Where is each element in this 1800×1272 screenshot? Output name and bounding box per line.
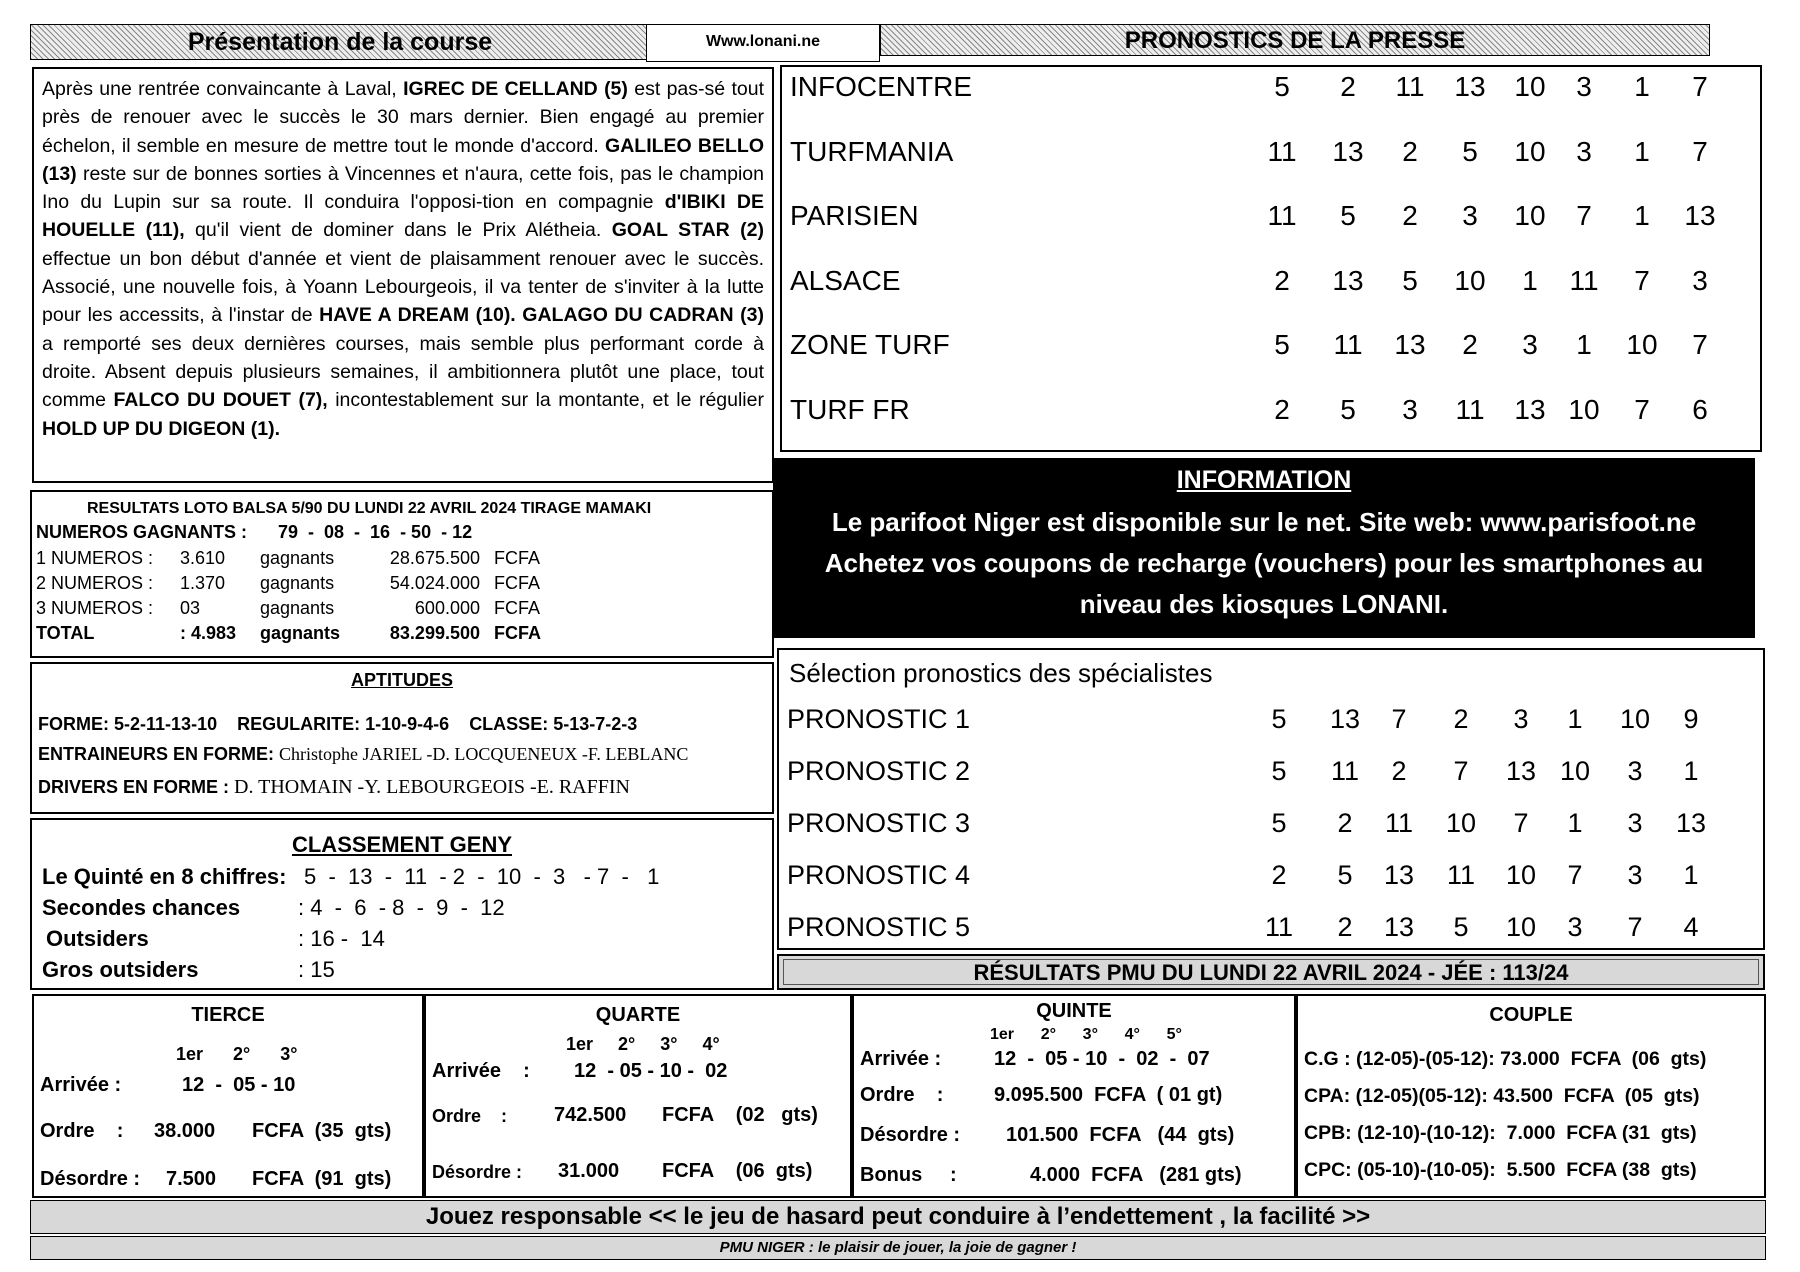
- press-number: 1: [1634, 71, 1650, 102]
- specialist-number: 11: [1264, 912, 1294, 942]
- specialist-number: 7: [1453, 756, 1469, 786]
- loto-cell-a: 600.000: [414, 598, 480, 618]
- aptitudes-title: APTITUDES: [350, 670, 453, 690]
- press-number: 13: [1332, 264, 1364, 296]
- specialist-number: 5: [1271, 808, 1287, 838]
- specialist-number: 3: [1567, 912, 1583, 942]
- press-number: 7: [1692, 329, 1708, 360]
- quinte-arrivee-label: Arrivée :: [860, 1048, 942, 1070]
- press-number: 5: [1462, 135, 1478, 167]
- information-line-2: Achetez vos coupons de recharge (vouchers) pour les smartphones au: [824, 548, 1704, 578]
- text-run: incontestablement sur la montante, et le régulier: [327, 389, 764, 412]
- quinte-ordre-label: Ordre :: [860, 1084, 944, 1106]
- horse-name: FALCO DU DOUET (7),: [113, 389, 328, 412]
- tierce-ordre-unit: FCFA (35 gts): [252, 1120, 392, 1142]
- press-number: 3: [1692, 264, 1708, 296]
- loto-cell-l: 1 NUMEROS :: [36, 548, 154, 568]
- press-number: 1: [1576, 329, 1592, 360]
- specialist-number: 13: [1383, 860, 1415, 890]
- geny-title: CLASSEMENT GENY: [291, 832, 513, 857]
- loto-cell-a: 54.024.000: [389, 573, 480, 593]
- specialist-number: 3: [1627, 860, 1643, 890]
- couple-row: C.G : (12-05)-(05-12): 73.000 FCFA (06 gts): [1304, 1048, 1707, 1070]
- text-run: est pas-: [627, 78, 705, 100]
- loto-cell-a: 28.675.500: [389, 548, 480, 568]
- loto-title: RESULTATS LOTO BALSA 5/90 DU LUNDI 22 AVRIL 2024 TIRAGE MAMAKI: [87, 500, 652, 517]
- presentation-box: [32, 67, 774, 483]
- tierce-ordre: 38.000: [154, 1120, 216, 1142]
- press-number: 13: [1684, 200, 1716, 231]
- specialist-name: PRONOSTIC 3: [787, 808, 971, 838]
- press-number: 5: [1340, 393, 1356, 425]
- press-number: 3: [1522, 329, 1538, 360]
- loto-cell-g: gagnants: [260, 573, 335, 593]
- press-number: 3: [1576, 135, 1592, 167]
- site-label[interactable]: Www.lonani.ne: [646, 24, 880, 62]
- horse-name: HOLD UP DU DIGEON (1).: [42, 417, 280, 440]
- specialist-number: 2: [1337, 808, 1353, 838]
- text-run: a remporté ses deux dernières courses, mais semble plus performant corde à droite. Absent depuis plusieurs semaines, il ambitionnera plutôt une place, tout comme: [42, 332, 764, 412]
- press-number: 2: [1402, 135, 1418, 167]
- press-header: PRONOSTICS DE LA PRESSE: [880, 24, 1710, 56]
- press-number: 10: [1454, 264, 1486, 296]
- press-number: 13: [1332, 135, 1364, 167]
- quarte-ordre-label: Ordre :: [432, 1106, 508, 1126]
- loto-cell-g: gagnants: [260, 598, 335, 618]
- tierce-desordre: 7.500: [166, 1168, 217, 1190]
- specialist-number: 5: [1337, 860, 1353, 890]
- specialist-row: [779, 860, 1763, 890]
- press-name: TURFMANIA: [790, 135, 954, 167]
- loto-cell-l: 3 NUMEROS :: [36, 598, 154, 618]
- specialist-number: 5: [1271, 756, 1287, 786]
- specialist-number: 1: [1567, 808, 1583, 838]
- quinte-places: 1er 2° 3° 4° 5°: [990, 1026, 1182, 1043]
- specialist-row: [779, 808, 1763, 838]
- press-row: [782, 394, 1760, 424]
- press-name: ALSACE: [790, 264, 901, 296]
- loto-cell-a: 83.299.500: [389, 623, 480, 643]
- quinte-box: [852, 994, 1296, 1198]
- specialist-number: 3: [1627, 756, 1643, 786]
- specialist-number: 7: [1627, 912, 1643, 942]
- press-number: 10: [1626, 329, 1658, 360]
- specialist-number: 13: [1675, 808, 1707, 838]
- specialist-number: 1: [1683, 756, 1699, 786]
- press-row: [782, 329, 1760, 359]
- geny-box: [30, 818, 774, 990]
- couple-box: [1296, 994, 1766, 1198]
- press-name: ZONE TURF: [790, 329, 950, 360]
- loto-cell-u: FCFA: [494, 548, 541, 568]
- horse-name: GALAGO DU CADRAN (3): [522, 304, 765, 327]
- press-number: 2: [1402, 200, 1418, 231]
- text-run: reste sur de bonnes sorties à Vincennes et n'aura, cette fois, pas le champion Ino du Lupin sur sa route. Il conduira l'opposi-tion en compagnie: [42, 162, 764, 214]
- quinte-bonus: 4.000 FCFA (281 gts): [1030, 1164, 1242, 1186]
- press-number: 3: [1462, 200, 1478, 231]
- loto-cell-l: TOTAL: [36, 623, 95, 643]
- quinte-arrivee: 12 - 05 - 10 - 02 - 07: [994, 1048, 1210, 1070]
- specialist-row: [779, 756, 1763, 786]
- press-row: [782, 200, 1760, 230]
- text-run: effectue un bon début d'année et vient de plaisamment renouer avec le succès. Associé, une nouvelle fois, à Yoann Lebourgeois, il va tenter de s'inviter à la lutte pour les accessits, à l'instar de: [42, 247, 764, 327]
- press-number: 13: [1514, 393, 1546, 425]
- tierce-ordre-label: Ordre :: [40, 1120, 124, 1142]
- specialist-number: 11: [1446, 860, 1476, 890]
- press-number: 5: [1274, 329, 1290, 360]
- geny-label: Outsiders: [46, 926, 149, 951]
- loto-cell-c: 3.610: [180, 548, 226, 568]
- couple-row: CPB: (12-10)-(10-12): 7.000 FCFA (31 gts): [1304, 1122, 1697, 1144]
- press-number: 11: [1395, 71, 1425, 102]
- specialist-number: 7: [1391, 704, 1407, 734]
- loto-cell-u: FCFA: [494, 623, 541, 643]
- specialist-name: PRONOSTIC 5: [787, 912, 971, 942]
- loto-cell-l: 2 NUMEROS :: [36, 573, 154, 593]
- tierce-box: [32, 994, 424, 1198]
- loto-cell-c: 03: [180, 598, 201, 618]
- quarte-ordre-unit: FCFA (02 gts): [662, 1104, 818, 1126]
- loto-cell-u: FCFA: [494, 598, 541, 618]
- quarte-box: [424, 994, 852, 1198]
- press-number: 3: [1576, 71, 1592, 102]
- quinte-bonus-label: Bonus :: [860, 1164, 957, 1186]
- quinte-title: QUINTE: [1036, 1000, 1112, 1022]
- quarte-desordre-label: Désordre :: [432, 1162, 523, 1182]
- loto-winning-label: NUMEROS GAGNANTS :: [36, 522, 247, 542]
- press-number: 5: [1402, 264, 1418, 296]
- press-number: 1: [1522, 264, 1538, 296]
- information-box: [773, 458, 1755, 638]
- specialist-number: 5: [1271, 704, 1287, 734]
- loto-cell-c: : 4.983: [180, 623, 237, 643]
- loto-cell-g: gagnants: [260, 623, 341, 643]
- press-number: 5: [1274, 71, 1290, 102]
- specialist-number: 1: [1567, 704, 1583, 734]
- quarte-arrivee-label: Arrivée :: [432, 1060, 530, 1082]
- press-number: 6: [1692, 393, 1708, 425]
- geny-value: : 15: [298, 957, 335, 982]
- specialist-name: PRONOSTIC 1: [787, 704, 971, 734]
- press-name: PARISIEN: [790, 200, 919, 231]
- specialist-number: 1: [1683, 860, 1699, 890]
- presentation-header: Présentation de la course: [30, 24, 650, 60]
- press-row: [782, 136, 1760, 166]
- press-number: 11: [1333, 329, 1363, 360]
- couple-row: CPC: (05-10)-(10-05): 5.500 FCFA (38 gts): [1304, 1159, 1697, 1181]
- quarte-desordre: 31.000: [558, 1160, 620, 1182]
- specialist-number: 2: [1337, 912, 1353, 942]
- specialist-number: 13: [1383, 912, 1415, 942]
- quarte-ordre: 742.500: [554, 1104, 627, 1126]
- tierce-desordre-label: Désordre :: [40, 1168, 141, 1190]
- press-number: 11: [1569, 264, 1599, 296]
- aptitudes-box: [30, 662, 774, 814]
- specialist-row: [779, 912, 1763, 942]
- press-number: 1: [1634, 200, 1650, 231]
- horse-name: GOAL STAR (2): [611, 219, 765, 242]
- quarte-desordre-unit: FCFA (06 gts): [662, 1160, 813, 1182]
- geny-value: : 16 - 14: [298, 926, 385, 951]
- press-name: TURF FR: [790, 393, 910, 425]
- specialist-number: 10: [1445, 808, 1477, 838]
- information-line-3: niveau des kiosques LONANI.: [1079, 589, 1449, 619]
- quinte-desordre-label: Désordre :: [860, 1124, 961, 1146]
- geny-label: Secondes chances: [42, 895, 241, 920]
- tierce-title: TIERCE: [191, 1004, 265, 1026]
- press-number: 10: [1514, 71, 1546, 102]
- aptitudes-line-3: DRIVERS EN FORME : D. THOMAIN -Y. LEBOURGEOIS -E. RAFFIN: [38, 776, 630, 798]
- press-number: 5: [1340, 200, 1356, 231]
- press-number: 1: [1634, 135, 1650, 167]
- specialist-name: PRONOSTIC 4: [787, 860, 971, 890]
- press-number: 13: [1454, 71, 1486, 102]
- tierce-arrivee: 12 - 05 - 10: [182, 1074, 296, 1096]
- pmu-results-title: RÉSULTATS PMU DU LUNDI 22 AVRIL 2024 - JÉE : 113/24: [777, 954, 1765, 990]
- information-title: INFORMATION: [1176, 466, 1352, 494]
- press-number: 7: [1634, 393, 1650, 425]
- specialist-number: 7: [1567, 860, 1583, 890]
- press-number: 11: [1455, 393, 1485, 425]
- geny-value: 5 - 13 - 11 - 2 - 10 - 3 - 7 - 1: [304, 864, 660, 889]
- loto-box: [30, 490, 774, 658]
- geny-label: Gros outsiders: [42, 957, 199, 982]
- quarte-title: QUARTE: [595, 1004, 681, 1026]
- quarte-places: 1er 2° 3° 4°: [566, 1034, 720, 1054]
- specialists-box: [777, 648, 1765, 950]
- text-run: qu'il vient de dominer dans le Prix Alétheia.: [184, 219, 612, 242]
- specialist-number: 4: [1683, 912, 1699, 942]
- press-row: [782, 71, 1760, 101]
- press-number: 7: [1576, 200, 1592, 231]
- press-number: 2: [1274, 393, 1290, 425]
- press-name: INFOCENTRE: [790, 71, 972, 102]
- specialist-number: 3: [1627, 808, 1643, 838]
- presentation-text: [42, 75, 764, 443]
- loto-cell-u: FCFA: [494, 573, 541, 593]
- footer-slogan: PMU NIGER : le plaisir de jouer, la joie de gagner !: [30, 1236, 1766, 1260]
- press-number: 10: [1514, 200, 1546, 231]
- press-number: 3: [1402, 393, 1418, 425]
- press-number: 2: [1274, 264, 1290, 296]
- specialists-title: Sélection pronostics des spécialistes: [789, 658, 1213, 688]
- information-line-1: Le parifoot Niger est disponible sur le net. Site web: www.parisfoot.ne: [831, 507, 1697, 537]
- press-number: 11: [1267, 200, 1297, 231]
- specialist-name: PRONOSTIC 2: [787, 756, 971, 786]
- specialist-number: 13: [1505, 756, 1537, 786]
- tierce-arrivee-label: Arrivée :: [40, 1074, 122, 1096]
- aptitudes-line-2: ENTRAINEURS EN FORME: Christophe JARIEL -D. LOCQUENEUX -F. LEBLANC: [38, 744, 689, 764]
- tierce-places: 1er 2° 3°: [176, 1044, 298, 1064]
- couple-title: COUPLE: [1489, 1004, 1573, 1026]
- loto-cell-g: gagnants: [260, 548, 335, 568]
- press-number: 10: [1514, 135, 1546, 167]
- text-run: sé tout près de renouer avec le succès le 30 mars dernier. Bien engagé au premier échelon, il semble en mesure de mettre tout le monde d'accord.: [42, 78, 764, 157]
- press-box: [780, 65, 1762, 452]
- specialist-number: 9: [1683, 704, 1699, 734]
- press-number: 10: [1568, 393, 1600, 425]
- specialist-number: 11: [1330, 756, 1360, 786]
- specialist-number: 5: [1453, 912, 1469, 942]
- press-number: 11: [1267, 135, 1297, 167]
- couple-row: CPA: (12-05)(05-12): 43.500 FCFA (05 gts): [1304, 1085, 1700, 1107]
- specialist-number: 11: [1384, 808, 1414, 838]
- loto-cell-c: 1.370: [180, 573, 226, 593]
- specialist-number: 2: [1271, 860, 1287, 890]
- press-number: 2: [1462, 329, 1478, 360]
- geny-label: Le Quinté en 8 chiffres:: [42, 864, 287, 889]
- horse-name: d'IBIKI DE HOUELLE (11),: [42, 191, 764, 242]
- specialist-number: 10: [1505, 860, 1537, 890]
- aptitudes-line-1: FORME: 5-2-11-13-10 REGULARITE: 1-10-9-4-6 CLASSE: 5-13-7-2-3: [38, 714, 638, 734]
- tierce-desordre-unit: FCFA (91 gts): [252, 1168, 392, 1190]
- horse-name: IGREC DE CELLAND (5): [403, 78, 628, 100]
- press-number: 7: [1692, 71, 1708, 102]
- press-row: [782, 265, 1760, 295]
- specialist-number: 7: [1513, 808, 1529, 838]
- quinte-ordre: 9.095.500 FCFA ( 01 gt): [994, 1084, 1223, 1106]
- specialist-number: 13: [1329, 704, 1361, 734]
- specialist-number: 10: [1619, 704, 1651, 734]
- specialist-number: 2: [1391, 756, 1407, 786]
- geny-value: : 4 - 6 - 8 - 9 - 12: [298, 895, 505, 920]
- quinte-desordre: 101.500 FCFA (44 gts): [1006, 1124, 1235, 1146]
- specialist-number: 10: [1559, 756, 1591, 786]
- specialist-number: 10: [1505, 912, 1537, 942]
- specialist-number: 3: [1513, 704, 1529, 734]
- text-run: Après une rentrée convaincante à Laval,: [42, 78, 404, 100]
- quarte-arrivee: 12 - 05 - 10 - 02: [574, 1060, 728, 1082]
- loto-winning-numbers: 79 - 08 - 16 - 50 - 12: [278, 522, 473, 542]
- press-number: 2: [1340, 71, 1356, 102]
- specialist-number: 2: [1453, 704, 1469, 734]
- press-number: 13: [1394, 329, 1426, 360]
- horse-name: HAVE A DREAM (10).: [319, 304, 516, 327]
- horse-name: GALILEO BELLO (13): [42, 134, 764, 185]
- footer-banner: Jouez responsable << le jeu de hasard peut conduire à l’endettement , la facilité >>: [30, 1200, 1766, 1234]
- press-number: 7: [1634, 264, 1650, 296]
- specialist-row: [779, 704, 1763, 734]
- press-number: 7: [1692, 135, 1708, 167]
